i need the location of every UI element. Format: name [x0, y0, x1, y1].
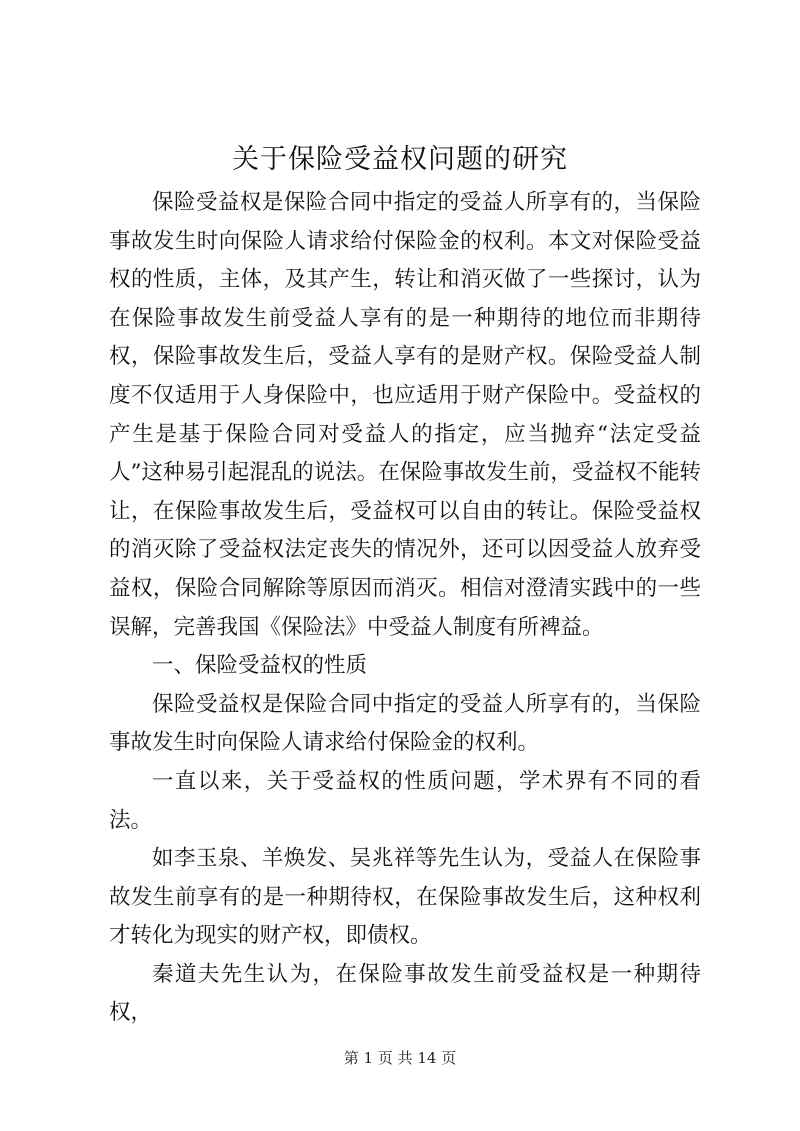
page-footer [0, 1048, 800, 1068]
paragraph-view-li: 如李玉泉、羊焕发、吴兆祥等先生认为，受益人在保险事故发生前享有的是一种期待权，在保险事故发生后，这种权利才转化为现实的财产权，即债权。 [109, 846, 701, 949]
section-heading-1: 一、保险受益权的性质 [152, 653, 368, 679]
paragraph-view-qin: 秦道夫先生认为，在保险事故发生前受益权是一种期待权， [109, 961, 701, 1026]
document-title: 关于保险受益权问题的研究 [232, 144, 568, 175]
paragraph-views-intro: 一直以来，关于受益权的性质问题，学术界有不同的看法。 [109, 768, 701, 833]
page-total: 共 14 页 [397, 1049, 457, 1067]
paragraph-abstract: 保险受益权是保险合同中指定的受益人所享有的，当保险事故发生时向保险人请求给付保险金的权利。本文对保险受益权的性质，主体，及其产生，转让和消灭做了一些探讨，认为在保险事故发生前受益人享有的是一种期待的地位而非期待权，保险事故发生后，受益人享有的是财产权。保险受益人制度不仅适用于人身保险中，也应适用于财产保险中。受益权的产生是基于保险合同对受益人的指定，应当抛弃“法定受益人”这种易引起混乱的说法。在保险事故发生前，受益权不能转让，在保险事故发生后，受益权可以自由的转让。保险受益权的消灭除了受益权法定丧失的情况外，还可以因受益人放弃受益权，保险合同解除等原因而消灭。相信对澄清实践中的一些误解，完善我国《保险法》中受益人制度有所裨益。 [109, 190, 701, 640]
paragraph-definition: 保险受益权是保险合同中指定的受益人所享有的，当保险事故发生时向保险人请求给付保险金的权利。 [109, 691, 701, 756]
page-number: 第 1 页 [343, 1049, 393, 1067]
document-body [109, 184, 701, 1033]
